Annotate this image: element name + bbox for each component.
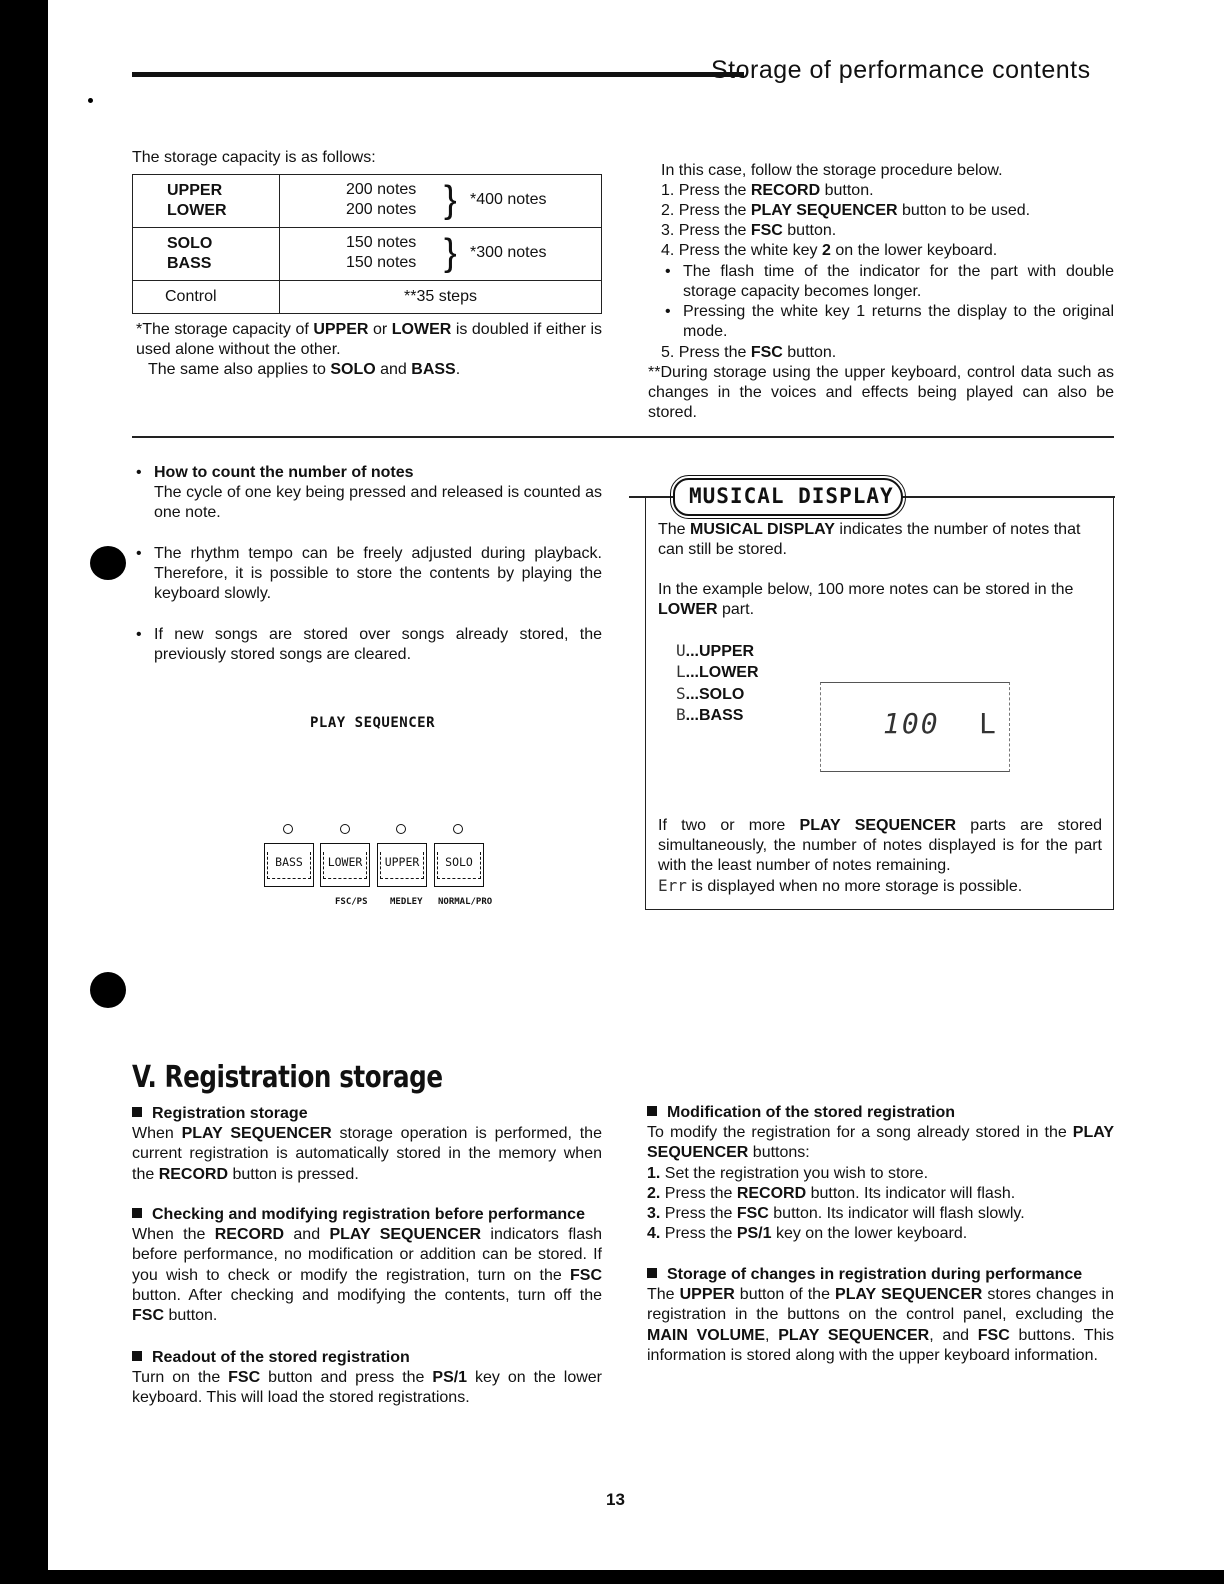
segment-u-icon: U [676, 641, 686, 660]
section-divider [132, 436, 1114, 438]
notes-total: *400 notes [470, 191, 547, 208]
page-number: 13 [606, 1490, 625, 1509]
notes-value: 200 notes [346, 201, 417, 218]
notes-value: 200 notes [346, 181, 417, 198]
procedure-step-4: 4. Press the white key 2 on the lower keyboard. [661, 242, 998, 259]
square-bullet-icon [647, 1268, 657, 1278]
indicator-lamp-icon [396, 824, 406, 834]
row-label: BASS [167, 255, 212, 272]
legend-item: B...BASS [676, 704, 744, 724]
brace-icon: } [444, 179, 457, 221]
indicator-lamp-icon [453, 824, 463, 834]
sublabel-normal-pro: NORMAL/PRO [438, 897, 493, 907]
reg-check-block: Checking and modifying registration before performance When the RECORD and PLAY SEQUENCER indicators flash before performance, no modification or addition can be stored. If you wish to check or modify the registration, turn on the FSC button. After checking and modifying the contents, turn off the FSC button. [132, 1206, 602, 1325]
capacity-footnote-2: The same also applies to SOLO and BASS. [148, 361, 461, 378]
segment-s-icon: S [676, 683, 686, 703]
notes-value: 150 notes [346, 234, 417, 251]
lcd-note-count: 100 [883, 707, 940, 740]
bass-button[interactable]: BASS [264, 843, 314, 887]
row-label: Control [133, 281, 280, 314]
page-header-title: Storage of performance contents [711, 56, 1091, 84]
table-row [133, 175, 602, 228]
error-segment-icon: Err [658, 876, 687, 895]
procedure-intro: In this case, follow the storage procedure below. [661, 162, 1003, 179]
musical-display-para-4: Err is displayed when no more storage is possible. [658, 876, 1023, 895]
play-sequencer-title: PLAY SEQUENCER [310, 715, 436, 731]
procedure-step-1: 1. Press the RECORD button. [661, 182, 874, 199]
musical-display-para-3: If two or more PLAY SEQUENCER parts are stored simultaneously, the number of notes displayed is for the part with the least number of notes remaining. [658, 817, 1102, 875]
indicator-lamp-icon [340, 824, 350, 834]
musical-display-title-badge [673, 478, 903, 516]
legend-item: U...UPPER [676, 641, 755, 660]
tip-count-notes: • How to count the number of notes The cycle of one key being pressed and released is counted as one note. [136, 464, 602, 522]
capacity-table [132, 174, 602, 314]
scan-border-left [0, 0, 48, 1584]
reg-modify-block: Modification of the stored registration To modify the registration for a song already stored in the PLAY SEQUENCER buttons: 1. Set the registration you wish to store. 2. Press the RECORD button. Its indicator will flash. 3. Press the FSC button. Its indicator will flash slowly. 4. Press the PS/1 key on the lower keyboard. [647, 1104, 1114, 1243]
upper-button[interactable]: UPPER [377, 843, 427, 887]
row-label: SOLO [167, 235, 213, 252]
notes-value: 150 notes [346, 254, 417, 271]
section-title: V. Registration storage [132, 1060, 443, 1095]
indicator-lamp-icon [283, 824, 293, 834]
table-row [133, 228, 602, 281]
row-label: LOWER [167, 202, 227, 219]
square-bullet-icon [647, 1106, 657, 1116]
capacity-footnote: *The storage capacity of UPPER or LOWER is doubled if either is used alone without the other. [136, 321, 603, 359]
brace-icon: } [444, 232, 457, 274]
legend-item: S...SOLO [676, 683, 745, 703]
reg-readout-block: Readout of the stored registration Turn on the FSC button and press the PS/1 key on the lower keyboard. This will load the stored registrations. [132, 1349, 602, 1407]
row-label: UPPER [167, 182, 223, 199]
procedure-step-5: 5. Press the FSC button. [661, 344, 837, 361]
sublabel-fsc-ps: FSC/PS [335, 897, 368, 907]
sublabel-medley: MEDLEY [390, 897, 423, 907]
scan-border-bottom [0, 1570, 1224, 1584]
musical-display-para-2: In the example below, 100 more notes can be stored in the LOWER part. [658, 581, 1074, 619]
procedure-bullet-2: • Pressing the white key 1 returns the display to the original mode. [665, 303, 1114, 341]
solo-button[interactable]: SOLO [434, 843, 484, 887]
reg-during-performance-block: Storage of changes in registration during performance The UPPER button of the PLAY SEQUENCER stores changes in registration in the buttons on the control panel, excluding the MAIN VOLUME, PLAY SEQUENCER, and FSC buttons. This information is stored along with the upper keyboard information. [647, 1266, 1115, 1364]
musical-display-para-1: The MUSICAL DISPLAY indicates the number of notes that can still be stored. [658, 521, 1081, 559]
lcd-part-indicator: L [979, 707, 996, 740]
procedure-step-3: 3. Press the FSC button. [661, 222, 837, 239]
header-rule [132, 72, 744, 77]
control-steps: **35 steps [280, 281, 602, 314]
reg-storage-block: Registration storage When PLAY SEQUENCER storage operation is performed, the current registration is automatically stored in the memory when the RECORD button is pressed. [132, 1105, 602, 1183]
legend-item: L...LOWER [676, 662, 759, 682]
lcd-display [820, 682, 1010, 772]
part-legend [676, 641, 759, 726]
notes-total: *300 notes [470, 244, 547, 261]
tip-overwrite: • If new songs are stored over songs already stored, the previously stored songs are cleared. [136, 626, 602, 664]
lower-button[interactable]: LOWER [320, 843, 370, 887]
procedure-step-2: 2. Press the PLAY SEQUENCER button to be used. [661, 202, 1031, 219]
segment-b-icon: B [676, 704, 686, 724]
procedure-note: **During storage using the upper keyboard, control data such as changes in the voices and effects being played can also be stored. [648, 364, 1114, 422]
tip-tempo: • The rhythm tempo can be freely adjusted during playback. Therefore, it is possible to store the contents by playing the keyboard slowly. [136, 545, 602, 603]
square-bullet-icon [132, 1208, 142, 1218]
table-row [133, 281, 602, 314]
musical-display-title: MUSICAL DISPLAY [689, 484, 894, 508]
manual-page [48, 0, 1224, 1570]
segment-l-icon: L [676, 662, 686, 682]
capacity-intro: The storage capacity is as follows: [132, 149, 376, 166]
procedure-bullet-1: • The flash time of the indicator for the part with double storage capacity becomes longer. [665, 263, 1114, 301]
square-bullet-icon [132, 1107, 142, 1117]
square-bullet-icon [132, 1351, 142, 1361]
